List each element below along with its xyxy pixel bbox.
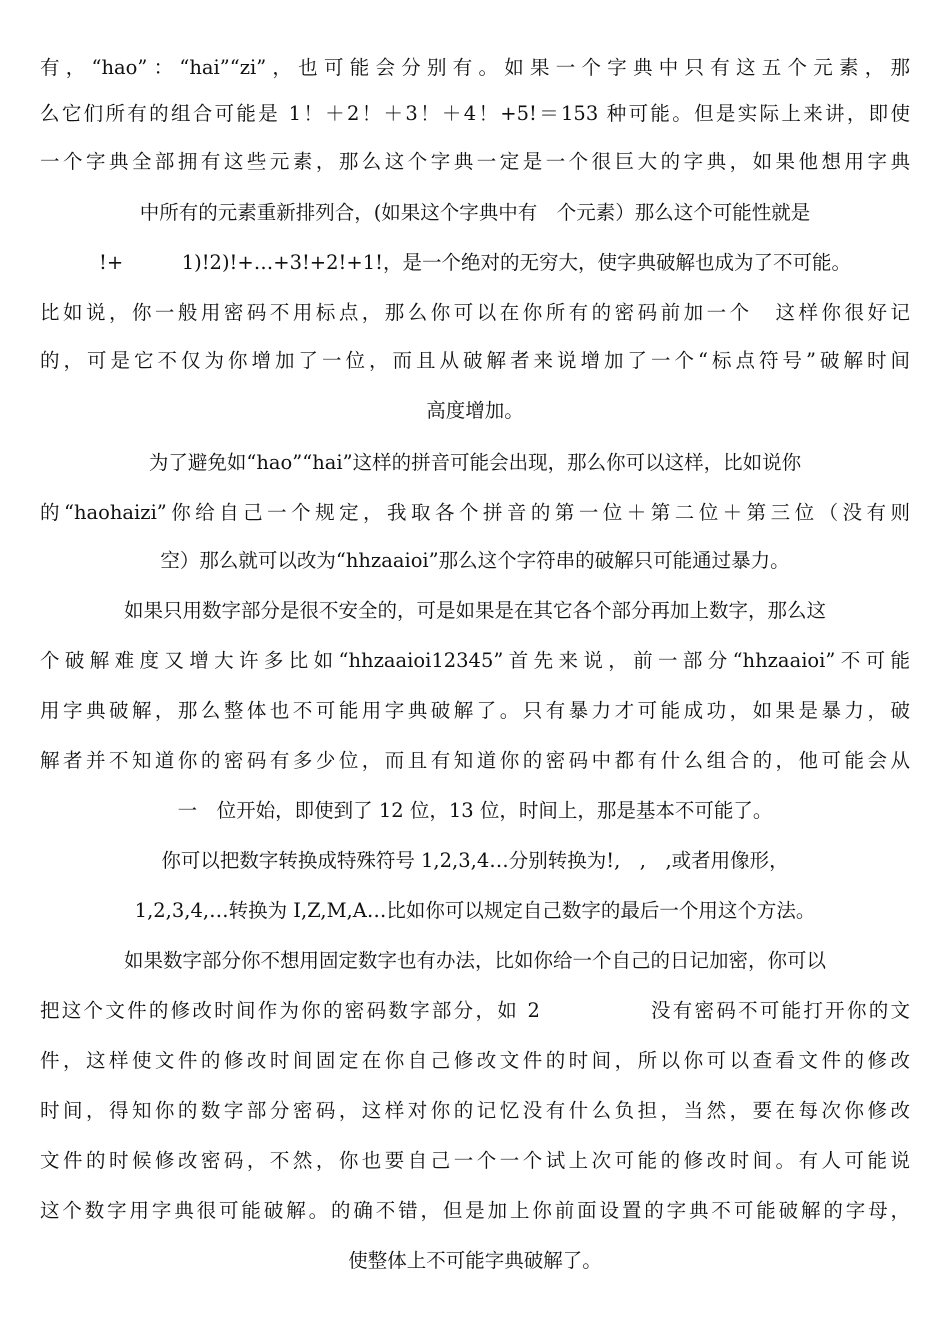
- text-line: 1,2,3,4,…转换为 I,Z,M,A…比如你可以规定自己数字的最后一个用这个方法。: [134, 899, 816, 922]
- text-line: 时间，得知你的数字部分密码，这样对你的记忆没有什么负担，当然，要在每次你修改: [40, 1099, 910, 1122]
- text-line: 中所有的元素重新排列合，(如果这个字典中有 个元素）那么这个可能性就是: [139, 201, 811, 224]
- text-line: 件，这样使文件的修改时间固定在你自己修改文件的时间，所以你可以查看文件的修改: [40, 1049, 910, 1072]
- text-line: 一个字典全部拥有这些元素，那么这个字典一定是一个很巨大的字典，如果他想用字典: [40, 150, 910, 173]
- text-line: 把这个文件的修改时间作为你的密码数字部分，如 2 没有密码不可能打开你的文: [40, 999, 910, 1022]
- text-line: 空）那么就可以改为“hhzaaioi”那么这个字符串的破解只可能通过暴力。: [160, 549, 790, 572]
- text-line: 为了避免如“hao”“hai”这样的拼音可能会出现，那么你可以这样，比如说你: [148, 451, 802, 474]
- text-line: 解者并不知道你的密码有多少位，而且有知道你的密码中都有什么组合的，他可能会从: [40, 749, 910, 772]
- text-line: 有，“hao”：“hai”“zi”，也可能会分别有。如果一个字典中只有这五个元素，那: [40, 56, 910, 79]
- text-line: 如果只用数字部分是很不安全的，可是如果是在其它各个部分再加上数字，那么这: [123, 599, 826, 622]
- text-line: 么它们所有的组合可能是 1！＋2！＋3！＋4！+5!＝153 种可能。但是实际上来讲，即使: [40, 102, 910, 125]
- text-line: 如果数字部分你不想用固定数字也有办法，比如你给一个自己的日记加密，你可以: [123, 949, 826, 972]
- text-line: 这个数字用字典很可能破解。的确不错，但是加上你前面设置的字典不可能破解的字母，: [40, 1199, 910, 1222]
- text-line: 一 位开始，即使到了 12 位，13 位，时间上，那是基本不可能了。: [177, 799, 773, 822]
- text-line: 的“haohaizi”你给自己一个规定，我取各个拼音的第一位＋第二位＋第三位（没有则: [40, 501, 910, 524]
- text-line: 文件的时候修改密码，不然，你也要自己一个一个试上次可能的修改时间。有人可能说: [40, 1149, 910, 1172]
- text-line: 高度增加。: [426, 399, 524, 422]
- text-line: !+ 1)!2)!+…+3!+2!+1!，是一个绝对的无穷大，使字典破解也成为了不可能。: [99, 251, 851, 274]
- text-line: 比如说，你一般用密码不用标点，那么你可以在你所有的密码前加一个 这样你很好记: [40, 301, 910, 324]
- text-line: 你可以把数字转换成特殊符号 1,2,3,4…分别转换为!, , ,或者用像形，: [161, 849, 789, 872]
- text-line: 使整体上不可能字典破解了。: [348, 1249, 602, 1272]
- text-line: 的，可是它不仅为你增加了一位，而且从破解者来说增加了一个“标点符号”破解时间: [40, 349, 910, 372]
- text-line: 用字典破解，那么整体也不可能用字典破解了。只有暴力才可能成功，如果是暴力，破: [40, 699, 910, 722]
- text-line: 个破解难度又增大许多比如“hhzaaioi12345”首先来说，前一部分“hhzaaioi”不可能: [40, 649, 910, 672]
